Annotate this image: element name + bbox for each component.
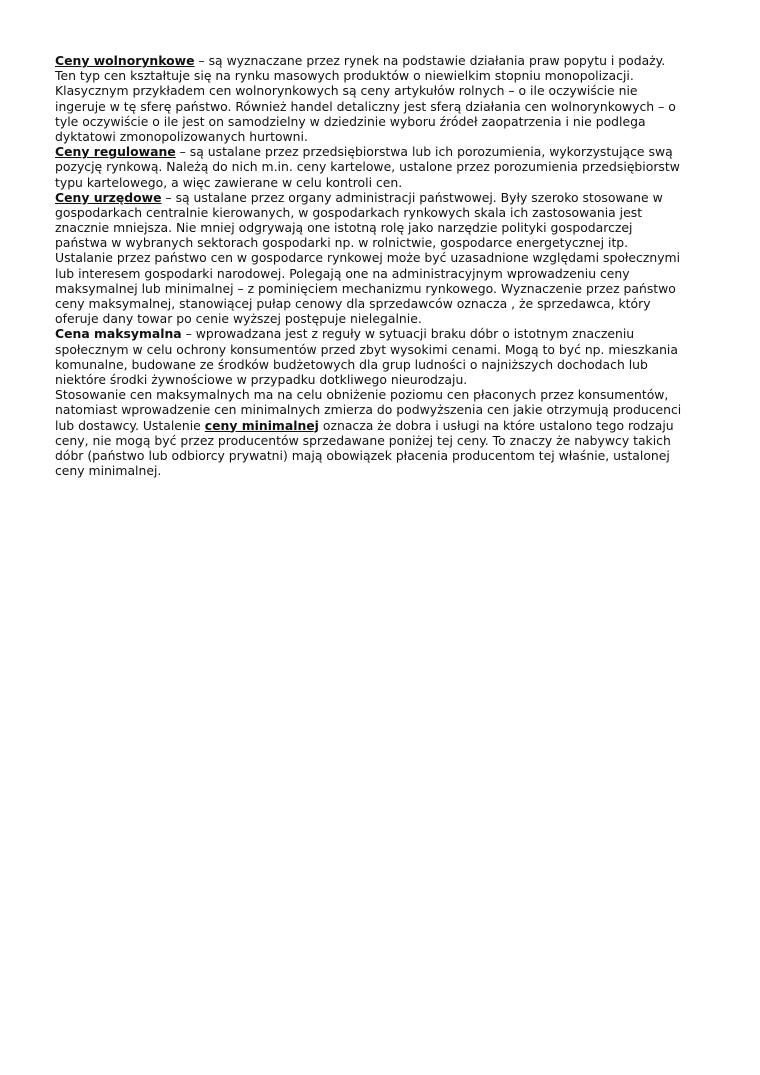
- term-ceny-wolnorynkowe: Ceny wolnorynkowe: [55, 53, 195, 68]
- paragraph-line: komunalne, budowane ze środków budżetowych dla grup ludności o najniższych dochodach lub: [55, 356, 648, 372]
- paragraph-line: ceny maksymalnej, stanowiącej pułap cenowy dla sprzedawców oznacza , że sprzedawca, który: [55, 296, 651, 311]
- text-span: lub dostawcy. Ustalenie: [55, 417, 205, 433]
- paragraph-line: oferuje dany towar po cenie wyższej postępuje nielegalnie.: [55, 311, 422, 327]
- text-span: oznacza że dobra i usługi na które ustalono tego rodzaju: [318, 417, 674, 433]
- paragraph-line: Ten typ cen kształtuje się na rynku masowych produktów o niewielkim stopniu monopolizacji.: [55, 68, 634, 84]
- paragraph-line: maksymalnej lub minimalnej – z pominięciem mechanizmu rynkowego. Wyznaczenie przez państwo: [55, 280, 676, 296]
- paragraph-line: znacznie mniejsza. Nie mniej odgrywają one istotną rolę jako narzędzie polityki gospodarczej: [55, 220, 633, 236]
- paragraph-line: pozycję rynkową. Należą do nich m.in. ceny kartelowe, ustalone przez porozumienia przedsiębiorstw: [55, 159, 680, 175]
- paragraph-line: tyle oczywiście o ile jest on samodzielny w dziedzinie wyboru źródeł zaopatrzenia i nie podlega: [55, 113, 646, 129]
- paragraph-line: społecznym w celu ochrony konsumentów przed zbyt wysokimi cenami. Mogą to być np. mieszkania: [55, 341, 678, 357]
- paragraph-line: Klasycznym przykładem cen wolnorynkowych są ceny artykułów rolnych – o ile oczywiście nie: [55, 83, 638, 99]
- paragraph-line: dyktatowi zmonopolizowanych hurtowni.: [55, 128, 308, 144]
- paragraph-line: [55, 190, 705, 205]
- paragraph-line: państwa w wybranych sektorach gospodarki np. w rolnictwie, gospodarce energetycznej itp.: [55, 235, 629, 251]
- paragraph-line: ceny, nie mogą być przez producentów sprzedawane poniżej tej ceny. To znaczy że nabywcy takich: [55, 432, 671, 448]
- term-cena-maksymalna: Cena maksymalna: [55, 326, 182, 342]
- paragraph-line: dóbr (państwo lub odbiorcy prywatni) mają obowiązek płacenia producentom tej właśnie, ustalonej: [55, 447, 670, 463]
- paragraph-line: typu kartelowego, a więc zawierane w celu kontroli cen.: [55, 174, 403, 190]
- paragraph-line: lub interesem gospodarki narodowej. Polegają one na administracyjnym wprowadzeniu ceny: [55, 265, 630, 281]
- term-ceny-regulowane: Ceny regulowane: [55, 144, 176, 160]
- text-span: – są ustalane przez przedsiębiorstwa lub ich porozumienia, wykorzystujące swą: [175, 144, 673, 160]
- document-page: [55, 53, 705, 478]
- term-ceny-minimalnej: ceny minimalnej: [204, 417, 319, 433]
- text-span: – są wyznaczane przez rynek na podstawie działania praw popytu i podaży.: [194, 53, 666, 68]
- text-span: – są ustalane przez organy administracji państwowej. Były szeroko stosowane w: [161, 189, 663, 205]
- text-span: – wprowadzana jest z reguły w sytuacji braku dóbr o istotnym znaczeniu: [181, 326, 635, 342]
- term-ceny-urzedowe: Ceny urzędowe: [55, 189, 162, 205]
- paragraph-line: ingeruje w tę sferę państwo. Również handel detaliczny jest sferą działania cen wolnorynkowych – o: [55, 98, 676, 114]
- paragraph-line: [55, 144, 705, 159]
- paragraph-line: natomiast wprowadzenie cen minimalnych zmierza do podwyższenia cen jakie otrzymują producenci: [55, 402, 682, 418]
- paragraph-line: ceny minimalnej.: [55, 463, 162, 479]
- paragraph-line: [55, 53, 705, 68]
- paragraph-line: Ustalanie przez państwo cen w gospodarce rynkowej może być uzasadnione względami społecznymi: [55, 250, 681, 266]
- paragraph-line: gospodarkach centralnie kierowanych, w gospodarkach rynkowych skala ich zastosowania jest: [55, 204, 643, 220]
- paragraph-line: [55, 326, 705, 341]
- paragraph-line: [55, 418, 705, 433]
- paragraph-line: Stosowanie cen maksymalnych ma na celu obniżenie poziomu cen płaconych przez konsumentów,: [55, 387, 669, 403]
- paragraph-line: niektóre środki żywnościowe w przypadku dotkliwego nieurodzaju.: [55, 371, 468, 387]
